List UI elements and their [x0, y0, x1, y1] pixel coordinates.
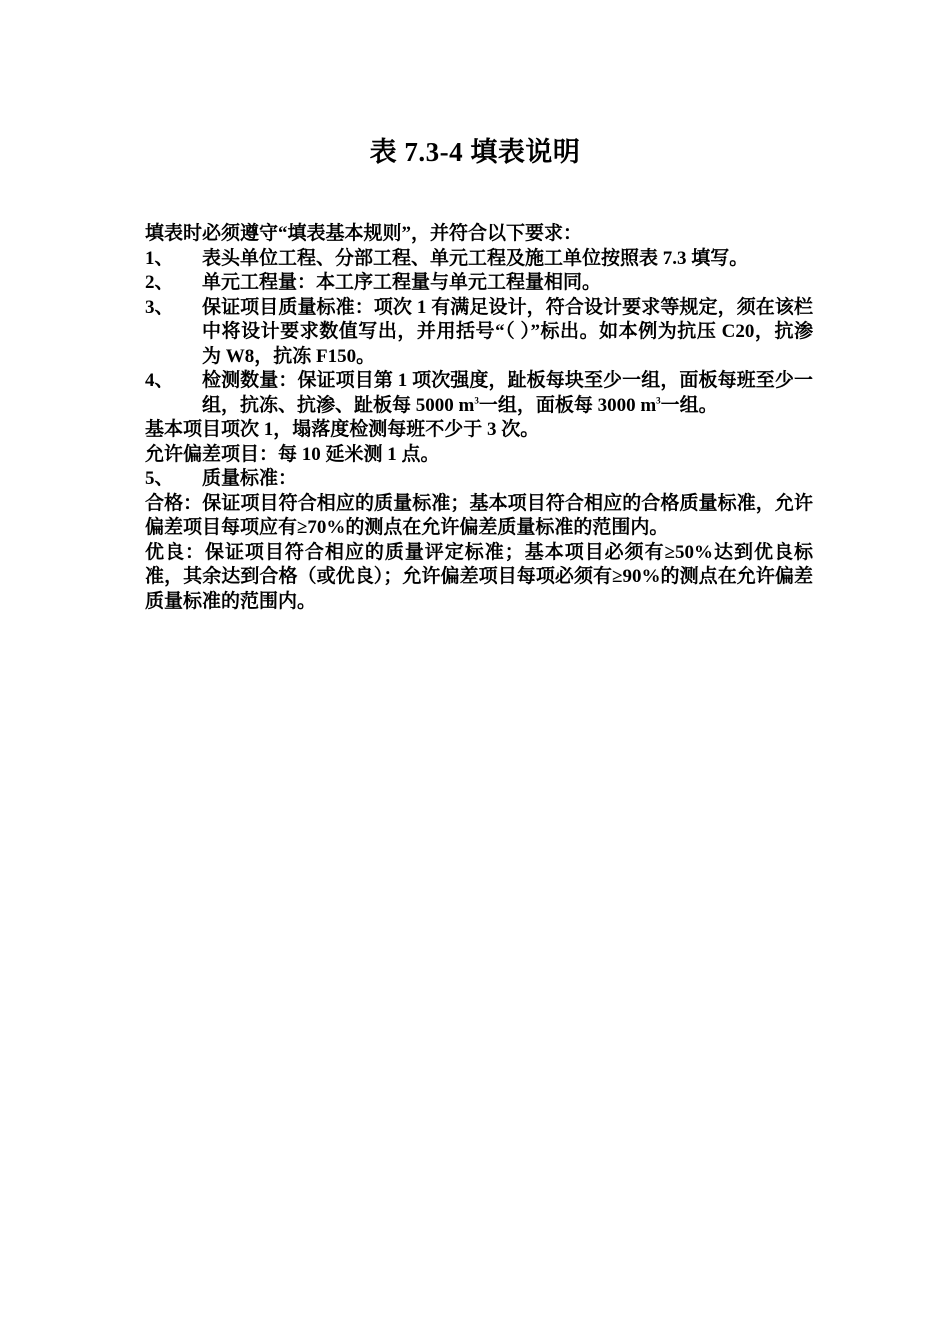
- item-number: 5、: [145, 468, 174, 489]
- list-item: [145, 467, 813, 492]
- item-text: 保证项目质量标准：项次 1 有满足设计，符合设计要求等规定，须在该栏中将设计要求数值写出，并用括号“（ ）”标出。如本例为抗压 C20，抗渗为 W8，抗冻 F150。: [202, 296, 813, 367]
- list-item: [145, 247, 813, 272]
- item-number: 1、: [145, 247, 174, 269]
- item-number: 3、: [145, 296, 174, 318]
- allowance-line: 允许偏差项目：每 10 延米测 1 点。: [145, 443, 440, 465]
- item-number: 4、: [145, 370, 174, 391]
- superscript-3: 3: [656, 395, 661, 406]
- item-text-part: 一组。: [660, 394, 718, 416]
- intro-paragraph: 填表时必须遵守“填表基本规则”，并符合以下要求：: [145, 223, 583, 244]
- item-text: [202, 369, 813, 418]
- superscript-3: 3: [474, 395, 479, 406]
- item-number: 2、: [145, 272, 174, 293]
- basic-item-line: 基本项目项次 1，塌落度检测每班不少于 3 次。: [145, 419, 540, 440]
- item-text: 质量标准：: [202, 468, 298, 489]
- list-item: [145, 271, 813, 296]
- document-body: [145, 222, 813, 614]
- item-text: 表头单位工程、分部工程、单元工程及施工单位按照表 7.3 填写。: [202, 247, 749, 269]
- item-text-part: 检测数量：保证项目第 1 项次强度，趾板每块至少一组，面板每班至少一组，抗冻、抗渗、趾板每 5000 m: [202, 370, 813, 416]
- list-item: [145, 296, 813, 370]
- excellent-paragraph: 优良：保证项目符合相应的质量评定标准；基本项目必须有≥50%达到优良标准，其余达到合格（或优良）；允许偏差项目每项必须有≥90%的测点在允许偏差质量标准的范围内。: [145, 541, 813, 612]
- list-item: [145, 369, 813, 418]
- document-title: 表 7.3-4 填表说明: [369, 137, 581, 167]
- item-text: 单元工程量：本工序工程量与单元工程量相同。: [202, 272, 602, 293]
- item-text-part: 一组，面板每 3000 m: [478, 394, 657, 416]
- qualified-paragraph: 合格：保证项目符合相应的质量标准；基本项目符合相应的合格质量标准，允许偏差项目每项应有≥70%的测点在允许偏差质量标准的范围内。: [145, 492, 813, 538]
